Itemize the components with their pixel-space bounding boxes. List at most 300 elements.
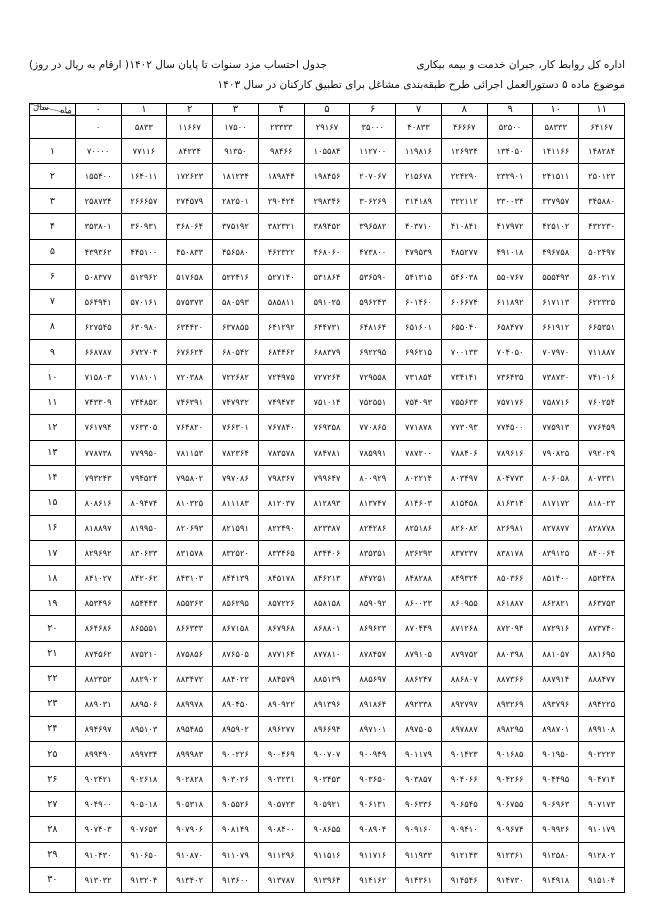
row-year-label: ۲۴	[30, 716, 76, 741]
table-cell: ۷۸۱۱۵۳	[167, 440, 213, 465]
corner-year-label: سال	[33, 103, 49, 113]
table-cell: ۹۰۵۵۲۶	[213, 792, 259, 817]
column-header: ۱۰	[533, 104, 579, 116]
table-cell: ۸۶۴۶۸۶	[75, 616, 121, 641]
table-cell: ۴۱۷۹۷۲	[487, 214, 533, 239]
table-cell: ۳۷۵۱۹۲	[213, 214, 259, 239]
table-cell: ۱۰۵۵۸۴	[304, 139, 350, 164]
table-cell: ۸۳۷۲۳۷	[441, 541, 487, 566]
table-cell: ۸۶۶۳۳۳	[167, 616, 213, 641]
table-cell: ۳۱۴۱۸۹	[396, 189, 442, 214]
column-header: ۹	[487, 104, 533, 116]
table-cell: ۹۰۵۰۱۸	[121, 792, 167, 817]
table-cell: ۹۱۴۵۴۶	[441, 867, 487, 892]
wage-table	[29, 103, 625, 893]
table-cell: ۷۲۲۶۸۲	[213, 365, 259, 390]
table-cell: ۸۰۶۰۵۸	[533, 465, 579, 490]
table-cell: ۷۳۸۷۳۰	[533, 365, 579, 390]
table-cell: ۷۸۸۴۰۶	[441, 440, 487, 465]
table-cell: ۸۹۲۷۹۷	[441, 691, 487, 716]
table-cell: ۴۹۱۰۱۸	[487, 239, 533, 264]
table-cell: ۷۹۲۰۲۹	[579, 440, 625, 465]
table-cell: ۹۰۴۷۱۴	[579, 767, 625, 792]
table-cell: ۸۳۲۵۲۰	[213, 541, 259, 566]
table-cell: ۵۹۶۲۴۳	[350, 289, 396, 314]
table-row	[30, 541, 625, 566]
table-cell: ۹۰۱۶۸۵	[487, 742, 533, 767]
row-year-label: ۲۶	[30, 767, 76, 792]
row-year-label: ۲۲	[30, 666, 76, 691]
table-row	[30, 390, 625, 415]
table-cell: ۹۰۹۶۷۴	[487, 817, 533, 842]
table-cell: ۷۰۰۱۳۳	[441, 340, 487, 365]
table-cell: ۳۶۸۰۶۴	[167, 214, 213, 239]
row-year-label: ۲	[30, 164, 76, 189]
table-cell: ۹۰۷۱۷۳	[579, 792, 625, 817]
table-cell: ۸۵۲۴۳۸	[579, 566, 625, 591]
table-cell: ۸۶۹۶۲۳	[350, 616, 396, 641]
table-cell: ۴۶۲۳۲۲	[258, 239, 304, 264]
table-cell: ۸۶۷۱۵۸	[213, 616, 259, 641]
row-year-label: ۷	[30, 289, 76, 314]
table-cell: ۸۵۱۴۰۰	[533, 566, 579, 591]
table-title: جدول احتساب مزد سنوات تا پایان سال ۱۴۰۲	[129, 59, 327, 71]
table-cell: ۶۷۲۷۰۴	[121, 340, 167, 365]
table-cell: ۹۱۱۰۷۹	[213, 842, 259, 867]
table-cell: ۷۸۴۷۸۱	[304, 440, 350, 465]
table-row	[30, 214, 625, 239]
table-cell: ۸۲۴۲۸۶	[350, 515, 396, 540]
table-cell: ۷۵۱۰۱۴	[304, 390, 350, 415]
table-cell: ۷۶۳۳۰۵	[121, 415, 167, 440]
table-cell: ۷۷۶۴۵۹	[579, 415, 625, 440]
table-row	[30, 239, 625, 264]
table-cell: ۴۳۲۲۳۰	[579, 214, 625, 239]
table-cell: ۸۵۶۲۹۵	[213, 591, 259, 616]
table-row	[30, 440, 625, 465]
table-cell: ۱۵۵۴۰۰	[75, 164, 121, 189]
table-cell: ۸۸۱۰۵۷	[533, 641, 579, 666]
table-cell: ۸۱۳۷۴۷	[350, 490, 396, 515]
column-header: ۲	[167, 104, 213, 116]
table-cell: ۸۱۶۳۱۴	[487, 490, 533, 515]
table-cell: ۸۲۱۵۹۱	[213, 515, 259, 540]
table-cell: ۷۴۳۳۰۹	[75, 390, 121, 415]
table-cell: ۴۸۵۲۷۷	[441, 239, 487, 264]
table-cell: ۹۸۴۶۶	[258, 139, 304, 164]
table-cell: ۸۹۴۶۹۷	[75, 716, 121, 741]
table-cell: ۷۲۹۵۵۸	[350, 365, 396, 390]
table-cell: ۷۳۴۱۴۱	[441, 365, 487, 390]
table-cell: ۵۲۲۴۱۶	[213, 264, 259, 289]
corner-month-label: ماه	[60, 106, 72, 116]
table-cell: ۵۳۱۸۶۴	[304, 264, 350, 289]
table-cell: ۸۵۷۲۲۶	[258, 591, 304, 616]
table-cell: ۹۰۴۲۶۶	[487, 767, 533, 792]
table-cell: ۸۷۸۴۵۷	[350, 641, 396, 666]
table-cell: ۸۴۷۲۵۱	[350, 566, 396, 591]
table-cell: ۲۳۳۳۳	[258, 116, 304, 139]
table-row	[30, 340, 625, 365]
table-cell: ۸۴۲۰۶۲	[121, 566, 167, 591]
table-cell: ۹۰۰۲۲۶	[213, 742, 259, 767]
table-cell: ۸۲۹۶۹۲	[75, 541, 121, 566]
table-cell: ۸۹۷۵۰۵	[396, 716, 442, 741]
table-cell: ۸۶۰۹۵۵	[441, 591, 487, 616]
table-cell: ۸۸۷۹۱۴	[533, 666, 579, 691]
table-row	[30, 666, 625, 691]
table-cell: ۷۶۴۸۲۰	[167, 415, 213, 440]
table-cell: ۹۰۶۷۵۵	[487, 792, 533, 817]
table-cell: ۶۵۸۴۷۷	[487, 314, 533, 339]
table-cell: ۳۴۵۸۸۰	[579, 189, 625, 214]
table-cell: ۷۴۹۴۷۳	[258, 390, 304, 415]
subject-line: موضوع ماده ۵ دستورالعمل اجرائی طرح طبقه‌بندی مشاغل برای تطبیق کارکنان در سال ۱۴۰۳	[217, 79, 625, 91]
table-row	[30, 566, 625, 591]
table-cell: ۹۱۰۴۳۰	[75, 842, 121, 867]
table-cell: ۸۴۳۱۰۳	[167, 566, 213, 591]
table-cell: ۱۱۹۸۱۶	[396, 139, 442, 164]
table-cell: ۱۱۲۷۰۰	[350, 139, 396, 164]
table-cell: ۹۰۷۴۰۳	[75, 817, 121, 842]
table-cell: ۷۱۵۸۰۳	[75, 365, 121, 390]
table-cell: ۸۴۰۰۶۴	[579, 541, 625, 566]
table-cell: ۷۷۸۷۳۸	[75, 440, 121, 465]
table-cell: ۹۱۲۵۸۰	[533, 842, 579, 867]
table-cell: ۸۱۱۱۸۳	[213, 490, 259, 515]
table-cell: ۷۶۱۷۹۴	[75, 415, 121, 440]
table-cell: ۸۱۵۴۵۸	[441, 490, 487, 515]
table-cell: ۸۹۰۹۲۲	[258, 691, 304, 716]
table-cell: ۸۴۶۲۱۳	[304, 566, 350, 591]
table-cell: ۵۷۰۱۶۱	[121, 289, 167, 314]
table-cell: ۶۶۸۷۸۷	[75, 340, 121, 365]
table-cell: ۸۹۳۷۹۶	[533, 691, 579, 716]
table-cell: ۸۱۸۸۹۷	[75, 515, 121, 540]
table-cell: ۸۷۳۷۴۰	[579, 616, 625, 641]
table-cell: ۴۳۹۳۶۲	[75, 239, 121, 264]
table-cell: ۸۸۲۳۵۲	[75, 666, 121, 691]
table-cell: ۴۶۸۰۶۰	[304, 239, 350, 264]
table-cell: ۸۱۸۰۲۳	[579, 490, 625, 515]
table-cell: ۱۶۴۰۱۱	[121, 164, 167, 189]
table-row	[30, 842, 625, 867]
row-year-label: ۵	[30, 239, 76, 264]
row-year-label: ۱۳	[30, 440, 76, 465]
table-cell: ۸۷۴۵۶۲	[75, 641, 121, 666]
table-cell: ۵۱۷۶۵۸	[167, 264, 213, 289]
table-cell: ۸۹۳۲۶۹	[487, 691, 533, 716]
table-cell: ۸۷۵۲۱۰	[121, 641, 167, 666]
table-cell: ۶۱۱۸۹۲	[487, 289, 533, 314]
table-cell: ۸۷۲۰۹۴	[487, 616, 533, 641]
table-cell: ۸۰۰۹۲۹	[350, 465, 396, 490]
table-cell: ۸۸۲۹۰۲	[121, 666, 167, 691]
table-cell: ۸۲۳۳۸۷	[304, 515, 350, 540]
table-cell: ۶۰۶۶۷۴	[441, 289, 487, 314]
table-cell: ۸۸۵۶۹۷	[350, 666, 396, 691]
table-row	[30, 116, 625, 139]
table-cell: ۸۸۰۳۹۸	[487, 641, 533, 666]
table-cell: ۶۵۱۶۰۱	[396, 314, 442, 339]
table-cell: ۸۵۴۴۴۳	[121, 591, 167, 616]
table-cell: ۸۰۳۴۹۷	[441, 465, 487, 490]
table-cell: ۷۳۱۸۵۴	[396, 365, 442, 390]
table-cell: ۸۲۲۴۹۰	[258, 515, 304, 540]
row-year-label: ۴	[30, 214, 76, 239]
table-cell: ۹۰۶۵۴۵	[441, 792, 487, 817]
table-cell: ۸۶۲۸۲۱	[533, 591, 579, 616]
table-cell: ۱۸۱۲۳۴	[213, 164, 259, 189]
table-row	[30, 767, 625, 792]
table-cell: ۹۰۱۹۵۰	[533, 742, 579, 767]
table-cell: ۸۷۲۹۱۶	[533, 616, 579, 641]
header-line-1	[29, 59, 625, 75]
table-cell: ۴۰۸۳۳	[396, 116, 442, 139]
row-year-label: ۱۰	[30, 365, 76, 390]
table-cell: ۹۰۳۲۳۱	[258, 767, 304, 792]
table-cell: ۱۷۲۶۲۳	[167, 164, 213, 189]
table-cell: ۴۷۹۵۳۹	[396, 239, 442, 264]
table-cell: ۸۳۱۵۷۸	[167, 541, 213, 566]
table-cell: ۵۸۳۳۳	[533, 116, 579, 139]
column-header: ۷	[396, 104, 442, 116]
table-cell: ۴۲۵۱۰۲	[533, 214, 579, 239]
table-cell: ۵۸۰۵۹۳	[213, 289, 259, 314]
table-cell: ۸۶۰۰۲۳	[396, 591, 442, 616]
table-cell: ۸۳۸۱۷۸	[487, 541, 533, 566]
table-cell: ۸۴۱۰۲۷	[75, 566, 121, 591]
table-cell: ۷۹۹۶۴۷	[304, 465, 350, 490]
table-cell: ۹۱۳۰۳۲	[75, 867, 121, 892]
table-row	[30, 139, 625, 164]
table-cell: ۶۲۷۵۴۵	[75, 314, 121, 339]
table-cell: ۹۰۹۴۱۰	[441, 817, 487, 842]
table-cell: ۹۰۴۹۰۰	[75, 792, 121, 817]
table-cell: ۸۸۱۶۹۵	[579, 641, 625, 666]
table-cell: ۴۴۵۱۰۰	[121, 239, 167, 264]
table-row	[30, 641, 625, 666]
table-cell: ۷۹۷۰۸۶	[213, 465, 259, 490]
column-header: ۱۱	[579, 104, 625, 116]
row-year-label: ۱۲	[30, 415, 76, 440]
table-cell: ۶۸۴۴۶۲	[258, 340, 304, 365]
table-cell: ۷۴۶۳۹۱	[167, 390, 213, 415]
table-cell: ۸۷۶۵۰۵	[213, 641, 259, 666]
table-cell: ۷۲۴۹۷۵	[258, 365, 304, 390]
table-cell: ۸۲۶۰۸۲	[441, 515, 487, 540]
table-cell: ۹۰۸۱۴۹	[213, 817, 259, 842]
table-cell: ۹۰۲۴۲۱	[75, 767, 121, 792]
table-cell: ۸۵۵۳۶۳	[167, 591, 213, 616]
table-cell: ۷۱۸۱۰۱	[121, 365, 167, 390]
table-cell: ۸۲۰۶۹۳	[167, 515, 213, 540]
table-row	[30, 867, 625, 892]
table-row	[30, 164, 625, 189]
table-cell: ۹۱۱۹۳۳	[396, 842, 442, 867]
table-row	[30, 616, 625, 641]
table-cell: ۸۲۶۹۸۱	[487, 515, 533, 540]
table-cell: ۲۲۴۲۹۰	[441, 164, 487, 189]
table-cell: ۷۴۱۰۱۶	[579, 365, 625, 390]
table-cell: ۲۶۶۶۵۷	[121, 189, 167, 214]
table-cell: ۹۰۶۳۳۶	[396, 792, 442, 817]
table-cell: ۹۰۹۱۶۰	[396, 817, 442, 842]
table-cell: ۳۰۶۲۶۹	[350, 189, 396, 214]
table-cell: ۳۸۲۳۲۱	[258, 214, 304, 239]
table-cell: ۷۵۵۶۳۳	[441, 390, 487, 415]
table-cell: ۴۹۶۷۵۸	[533, 239, 579, 264]
table-cell: ۹۱۳۴۰۲	[167, 867, 213, 892]
table-row	[30, 289, 625, 314]
table-cell: ۷۹۰۸۲۵	[533, 440, 579, 465]
table-cell: ۷۸۳۵۷۸	[258, 440, 304, 465]
row-year-label: ۸	[30, 314, 76, 339]
table-cell: ۹۱۴۳۶۱	[396, 867, 442, 892]
table-cell: ۶۳۷۸۵۵	[213, 314, 259, 339]
table-cell: ۸۳۶۲۹۳	[396, 541, 442, 566]
column-header: ۱	[121, 104, 167, 116]
table-cell: ۶۳۰۹۸۰	[121, 314, 167, 339]
row-year-label: ۱۶	[30, 515, 76, 540]
table-cell: ۷۸۹۶۱۶	[487, 440, 533, 465]
table-cell: ۸۶۵۵۵۱	[121, 616, 167, 641]
table-cell: ۸۷۷۱۶۴	[258, 641, 304, 666]
table-cell: ۵۴۱۳۱۵	[396, 264, 442, 289]
table-cell: ۶۵۵۰۴۰	[441, 314, 487, 339]
table-cell: ۸۱۹۹۵۰	[121, 515, 167, 540]
table-cell: ۶۲۲۳۲۵	[579, 289, 625, 314]
table-cell: ۹۱۱۲۹۶	[258, 842, 304, 867]
table-cell: ۸۳۴۴۰۶	[304, 541, 350, 566]
table-cell: ۸۹۹۹۸۳	[167, 742, 213, 767]
table-cell: ۸۷۹۱۰۵	[396, 641, 442, 666]
table-cell: ۵۳۶۵۹۰	[350, 264, 396, 289]
table-row	[30, 817, 625, 842]
table-cell: ۹۱۳۷۸۷	[258, 867, 304, 892]
department-title: اداره کل روابط کار، جبران خدمت و بیمه بیکاری	[416, 59, 625, 71]
table-cell: ۷۲۰۳۸۸	[167, 365, 213, 390]
table-cell: ۷۷۹۹۵۰	[121, 440, 167, 465]
table-cell: ۵۱۲۹۶۲	[121, 264, 167, 289]
table-cell: ۶۴۱۲۹۲	[258, 314, 304, 339]
table-cell: ۸۰۹۴۷۴	[121, 490, 167, 515]
table-cell: ۵۲۷۱۴۰	[258, 264, 304, 289]
table-cell: ۹۰۲۸۲۸	[167, 767, 213, 792]
table-cell: ۸۷۹۷۵۲	[441, 641, 487, 666]
table-row	[30, 716, 625, 741]
table-cell: ۷۷۳۰۹۳	[441, 415, 487, 440]
table-cell: ۳۵۳۸۰۱	[75, 214, 121, 239]
table-cell: ۹۰۳۰۲۶	[213, 767, 259, 792]
table-cell: ۳۶۰۹۳۱	[121, 214, 167, 239]
table-cell: ۶۴۱۶۷	[579, 116, 625, 139]
table-cell: ۸۸۴۵۷۹	[258, 666, 304, 691]
table-cell: ۵۲۵۰۰	[487, 116, 533, 139]
table-cell: ۷۷۵۹۱۳	[533, 415, 579, 440]
table-cell: ۷۹۸۳۶۷	[258, 465, 304, 490]
column-header: ۵	[304, 104, 350, 116]
row-year-label: ۲۰	[30, 616, 76, 641]
table-cell: ۱۸۹۸۴۴	[258, 164, 304, 189]
table-cell: ۹۱۲۸۰۲	[579, 842, 625, 867]
header-line-2	[29, 79, 625, 95]
table-cell: ۱۴۱۱۶۶	[533, 139, 579, 164]
table-cell: ۸۹۱۳۹۶	[304, 691, 350, 716]
table-cell: ۳۹۶۵۸۲	[350, 214, 396, 239]
table-cell: ۷۲۷۲۶۴	[304, 365, 350, 390]
row-year-label: ۱۷	[30, 541, 76, 566]
table-cell: ۸۹۸۲۹۵	[487, 716, 533, 741]
table-cell: ۸۹۸۷۰۱	[533, 716, 579, 741]
table-cell: ۹۱۲۱۴۳	[441, 842, 487, 867]
table-cell: ۰	[75, 116, 121, 139]
table-cell: ۷۵۷۱۷۶	[487, 390, 533, 415]
table-cell: ۵۸۳۳	[121, 116, 167, 139]
table-cell: ۲۵۰۱۲۳	[579, 164, 625, 189]
row-year-label: ۲۹	[30, 842, 76, 867]
table-cell: ۸۴۴۱۳۹	[213, 566, 259, 591]
table-cell: ۲۳۲۹۰۱	[487, 164, 533, 189]
table-cell: ۵۸۵۸۱۱	[258, 289, 304, 314]
table-cell: ۹۱۴۹۱۸	[533, 867, 579, 892]
table-cell: ۸۶۱۸۸۷	[487, 591, 533, 616]
table-cell: ۸۷۵۸۵۶	[167, 641, 213, 666]
table-cell: ۷۰۰۰۰	[75, 139, 121, 164]
table-cell: ۷۹۴۵۲۴	[121, 465, 167, 490]
table-cell: ۴۵۶۵۸۰	[213, 239, 259, 264]
row-year-label: ۲۱	[30, 641, 76, 666]
table-cell: ۷۶۹۳۵۸	[304, 415, 350, 440]
table-cell: ۸۸۷۳۶۶	[487, 666, 533, 691]
table-cell: ۵۶۰۲۱۷	[579, 264, 625, 289]
table-cell: ۷۳۶۴۳۵	[487, 365, 533, 390]
table-cell: ۶۳۴۴۲۰	[167, 314, 213, 339]
table-cell: ۹۱۳۲۰۴	[121, 867, 167, 892]
table-cell: ۹۱۳۵۰	[213, 139, 259, 164]
table-cell: ۸۳۰۶۳۳	[121, 541, 167, 566]
table-cell: ۹۱۲۳۶۱	[487, 842, 533, 867]
table-cell: ۷۸۷۲۰۰	[396, 440, 442, 465]
row-year-label: ۲۷	[30, 792, 76, 817]
table-cell: ۵۵۵۴۹۳	[533, 264, 579, 289]
table-cell: ۵۹۱۰۲۵	[304, 289, 350, 314]
table-cell: ۸۲۷۸۷۷	[533, 515, 579, 540]
table-cell: ۴۷۳۸۰۰	[350, 239, 396, 264]
row-year-label: ۶	[30, 264, 76, 289]
table-cell: ۸۸۹۵۰۶	[121, 691, 167, 716]
table-cell: ۸۹۹۴۹۰	[75, 742, 121, 767]
table-row	[30, 365, 625, 390]
table-cell: ۸۸۵۱۳۹	[304, 666, 350, 691]
row-year-label: ۲۵	[30, 742, 76, 767]
column-header: ۳	[213, 104, 259, 116]
row-year-label: ۲۳	[30, 691, 76, 716]
table-cell: ۲۹۱۶۷	[304, 116, 350, 139]
table-cell: ۷۸۵۹۹۱	[350, 440, 396, 465]
table-cell: ۷۰۷۹۷۰	[533, 340, 579, 365]
table-cell: ۷۹۵۸۰۲	[167, 465, 213, 490]
table-cell: ۹۰۰۹۴۹	[350, 742, 396, 767]
table-cell: ۸۱۴۶۰۳	[396, 490, 442, 515]
table-cell: ۸۴۸۲۸۸	[396, 566, 442, 591]
column-header: ۴	[258, 104, 304, 116]
table-cell: ۸۹۶۲۷۷	[258, 716, 304, 741]
table-cell: ۸۶۷۹۶۸	[258, 616, 304, 641]
table-cell: ۹۰۰۷۰۷	[304, 742, 350, 767]
table-cell: ۷۶۰۲۵۴	[579, 390, 625, 415]
table-cell: ۸۸۳۴۷۲	[167, 666, 213, 691]
